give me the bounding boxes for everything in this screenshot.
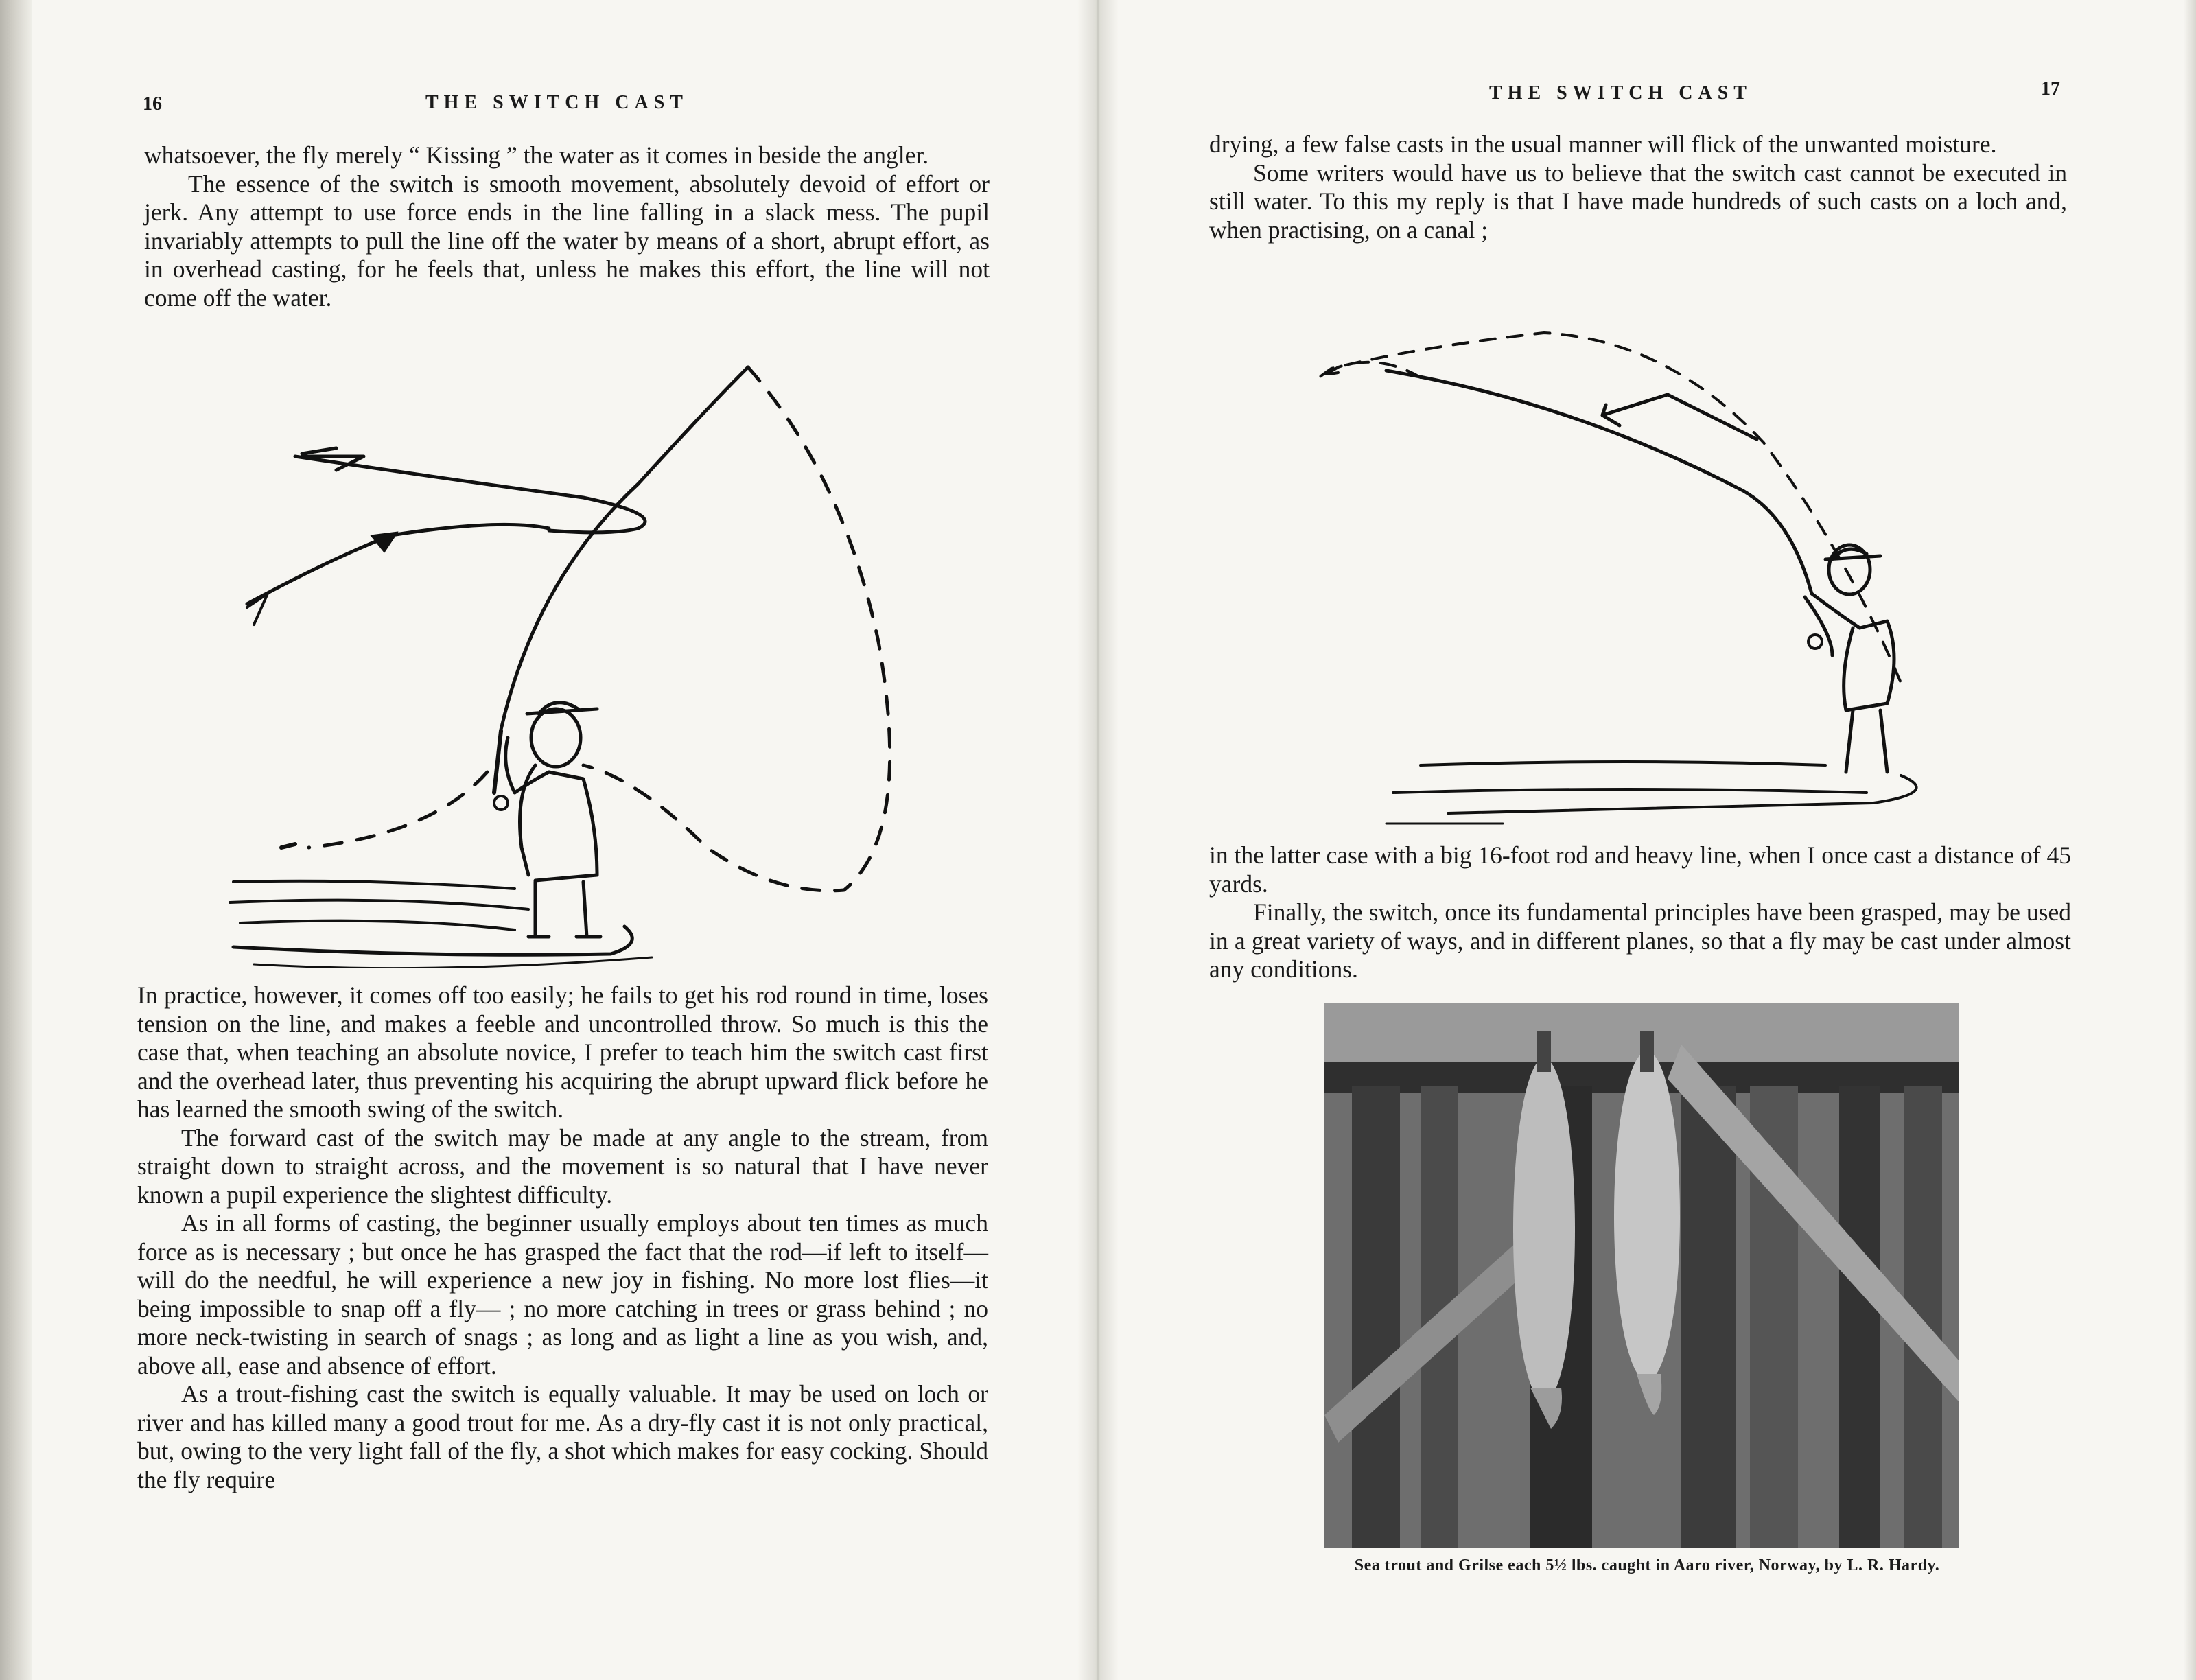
paragraph: The essence of the switch is smooth movement, absolutely devoid of effort or jerk. Any attempt to use force ends in the line falling in a slack mess. The pupil invariably attempts to pull the line off the water by means of a short, abrupt effort, as in overhead casting, for he feels that, unless he makes this effort, the line will not come off the water.	[144, 170, 990, 312]
paragraph: Some writers would have us to believe that the switch cast cannot be executed in still water. To this my reply is that I have made hundreds of such casts on a loch and, when practising, on a canal ;	[1209, 159, 2067, 244]
paragraph: As a trout-fishing cast the switch is equally valuable. It may be used on loch or river and has killed many a good trout for me. As a dry-fly cast it is not only practical, but, owing to the very light fall of the fly, a shot which makes for easy cocking. Should the fly require	[137, 1380, 988, 1493]
paragraph: As in all forms of casting, the beginner usually employs about ten times as much force as is necessary ; but once he has grasped the fact that the rod—if left to itself—will do the needful, he will experience a new joy in fishing. No more lost flies—it being impossible to snap off a fly— ; no more catching in trees or grass behind ; no more neck-twisting in search of snags ; as long and as light a line as you wish, and, above all, ease and absence of effort.	[137, 1209, 988, 1379]
left-text-top	[144, 141, 990, 312]
running-head-left: THE SWITCH CAST	[425, 92, 688, 113]
two-fish-hanging-photo	[1324, 1003, 1959, 1548]
page-number-left: 16	[143, 93, 162, 115]
paragraph: The forward cast of the switch may be made at any angle to the stream, from straight down to straight across, and the movement is so natural that I have never known a pupil experience the slightest difficulty.	[137, 1123, 988, 1209]
paragraph: drying, a few false casts in the usual manner will flick of the unwanted moisture.	[1209, 130, 1997, 158]
paragraph: In practice, however, it comes off too easily; he fails to get his rod round in time, loses tension on the line, and makes a feeble and uncontrolled throw. So much is this the case that, when teaching an absolute novice, I prefer to teach him the switch cast first and the overhead later, thus preventing his acquiring the abrupt upward flick before he has learned the smooth swing of the switch.	[137, 981, 988, 1123]
paragraph: whatsoever, the fly merely “ Kissing ” the water as it comes in beside the angler.	[144, 141, 929, 169]
right-text-top	[1209, 130, 2067, 244]
page-number-right: 17	[2041, 78, 2060, 100]
paragraph: Finally, the switch, once its fundamental principles have been grasped, may be used in a great variety of ways, and in different planes, so that a fly may be cast under almost any conditions.	[1209, 898, 2071, 983]
paragraph: in the latter case with a big 16-foot rod and heavy line, when I once cast a distance of 45 yards.	[1209, 841, 2071, 898]
running-head-right: THE SWITCH CAST	[1489, 82, 1752, 104]
right-text-middle	[1209, 841, 2071, 984]
photo-caption: Sea trout and Grilse each 5½ lbs. caught in Aaro river, Norway, by L. R. Hardy.	[1354, 1556, 1940, 1574]
angler-switch-cast-backswing-illustration	[226, 353, 926, 968]
angler-switch-cast-forward-illustration	[1283, 292, 1970, 827]
book-gutter	[1077, 0, 1119, 1680]
page-edge	[0, 0, 32, 1680]
left-text-bottom	[137, 981, 988, 1494]
page-edge	[2184, 0, 2196, 1680]
